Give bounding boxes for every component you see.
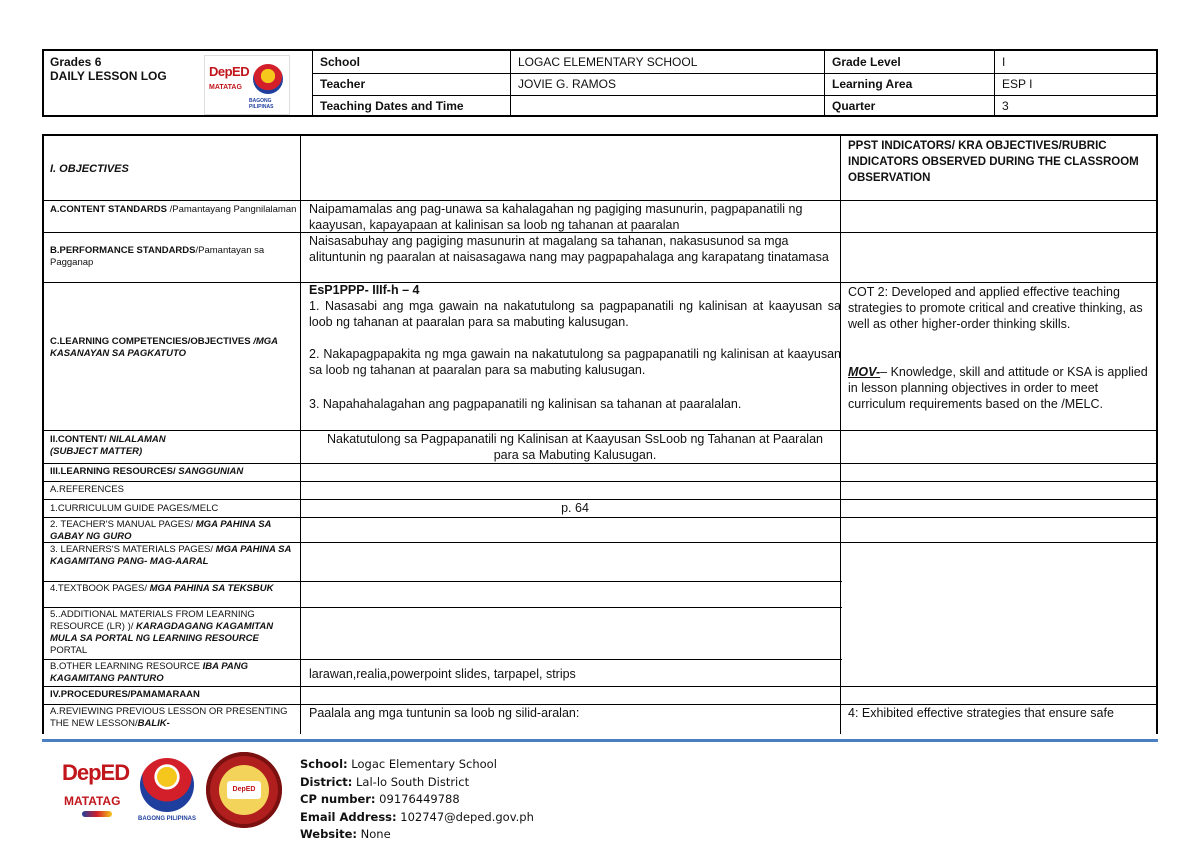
quarter-value: 3: [1002, 99, 1009, 113]
seal-inner-icon: [219, 765, 269, 815]
competency-1: 1. Nasasabi ang mga gawain na nakatutulong sa pagpapanatili ng kalinisan at kaayusan sa loob ng tahanan at paaralan para sa mabuting kalusugan.: [309, 299, 841, 329]
learning-area-label: Learning Area: [832, 77, 913, 91]
quarter-label: Quarter: [832, 99, 876, 113]
school-value: LOGAC ELEMENTARY SCHOOL: [518, 55, 698, 69]
deped-wordmark: DepED: [62, 760, 130, 785]
header-logo-block: [204, 55, 290, 115]
matatag-stripe-icon: [82, 811, 112, 817]
teacher-value: JOVIE G. RAMOS: [518, 77, 617, 91]
mov-note: MOV-– Knowledge, skill and attitude or KSA is applied in lesson planning objectives in order to meet curriculum requirements based on the /MELC.: [848, 365, 1148, 411]
row-divider: [44, 581, 842, 582]
ppst-heading: PPST INDICATORS/ KRA OBJECTIVES/RUBRIC INDICATORS OBSERVED DURING THE CLASSROOM OBSERVATION: [848, 140, 1139, 184]
resources-label: III.LEARNING RESOURCES/ SANGGUNIAN: [50, 466, 244, 477]
references-label: A.REFERENCES: [50, 484, 124, 495]
additional-materials-label: 5..ADDITIONAL MATERIALS FROM LEARNING RESOURCE (LR) )/ KARAGDAGANG KAGAMITAN MULA SA PORTAL NG LEARNING RESOURCE PORTAL: [50, 609, 274, 656]
other-resource-label: B.OTHER LEARNING RESOURCE IBA PANG KAGAMITANG PANTURO: [50, 661, 248, 684]
hdr-divider: [994, 51, 995, 117]
competency-2: 2. Nakapagpapakita ng mga gawain na nakatutulong sa pagpapanatili ng kalinisan at kaayusan sa loob ng tahanan at paaralan para sa mabuting kalusugan.: [309, 347, 841, 377]
footer-deped-logo: [62, 756, 132, 826]
hdr-divider: [312, 51, 313, 117]
header-table: [42, 49, 1158, 117]
hdr-row-divider: [312, 95, 1158, 96]
row-divider: [44, 686, 1158, 687]
footer-school: School: Logac Elementary School: [300, 757, 497, 771]
content-text: Nakatutulong sa Pagpapanatili ng Kalinisan at Kaayusan SsLoob ng Tahanan at Paaralan para sa Mabuting Kalusugan.: [327, 432, 823, 462]
bagong-pilipinas-emblem-icon: [253, 64, 283, 94]
objectives-heading: I. OBJECTIVES: [50, 163, 129, 175]
curriculum-label: 1.CURRICULUM GUIDE PAGES/MELC: [50, 503, 219, 514]
col-divider: [300, 136, 301, 734]
learner-materials-label: 3. LEARNERS'S MATERIALS PAGES/ MGA PAHINA SA KAGAMITANG PANG- MAG-AARAL: [50, 544, 291, 567]
row-divider: [44, 607, 842, 608]
curriculum-value: p. 64: [561, 501, 589, 515]
cot-indicator: COT 2: Developed and applied effective teaching strategies to promote critical and creative thinking, as well as other higher-order thinking skills.: [848, 285, 1143, 331]
hdr-row-divider: [312, 73, 1158, 74]
row-divider: [44, 481, 1158, 482]
performance-standards-label: B.PERFORMANCE STANDARDS/Pamantayan sa Pagganap: [50, 245, 265, 268]
content-standards-label: A.CONTENT STANDARDS /Pamantayang Pangnilalaman: [50, 204, 297, 215]
header-title-block: [50, 55, 167, 83]
lesson-log-table: [42, 134, 1158, 734]
content-standards-text: Naipamamalas ang pag-unawa sa kahalagahan ng pagiging masunurin, pagpapanatili ng kaayusan, kapayapaan at kalinisan sa loob ng tahanan at paaralan: [309, 202, 803, 232]
row-divider: [44, 659, 842, 660]
footer-bagong-logo: [136, 758, 198, 828]
hdr-divider: [510, 51, 511, 117]
grade-title: Grades 6: [50, 55, 102, 69]
footer-website: Website: None: [300, 827, 391, 841]
teacher-manual-label: 2. TEACHER'S MANUAL PAGES/ MGA PAHINA SA GABAY NG GURO: [50, 519, 272, 542]
row-divider: [44, 517, 1158, 518]
matatag-wordmark: MATATAG: [64, 794, 121, 808]
reviewing-indicator: 4: Exhibited effective strategies that ensure safe: [848, 706, 1114, 720]
grade-level-value: I: [1002, 55, 1006, 69]
reviewing-text: Paalala ang mga tuntunin sa loob ng silid-aralan:: [309, 706, 580, 720]
competencies-label: C.LEARNING COMPETENCIES/OBJECTIVES /MGA KASANAYAN SA PAGKATUTO: [50, 336, 278, 359]
teacher-label: Teacher: [320, 77, 366, 91]
textbook-label: 4.TEXTBOOK PAGES/ MGA PAHINA SA TEKSBUK: [50, 583, 274, 594]
bagong-pilipinas-text: BAGONG PILIPINAS: [137, 816, 196, 822]
grade-level-label: Grade Level: [832, 55, 901, 69]
school-label: School: [320, 55, 361, 69]
competency-3: 3. Napahahalagahan ang pagpapanatili ng kalinisan sa tahanan at paaralalan.: [309, 397, 742, 411]
footer-email: Email Address: 102747@deped.gov.ph: [300, 809, 534, 824]
hdr-divider: [824, 51, 825, 117]
footer-cp-number: CP number: 09176449788: [300, 792, 460, 806]
reviewing-label: A.REVIEWING PREVIOUS LESSON OR PRESENTING THE NEW LESSON/BALIK-: [50, 706, 288, 729]
header-deped-logo: DepED: [209, 64, 250, 79]
footer-district: District: Lal-lo South District: [300, 774, 470, 789]
school-contact-block: [300, 756, 534, 844]
performance-standards-text: Naisasabuhay ang pagiging masunurin at magalang sa tahanan, nakasusunod sa mga alituntunin ng paaralan at naisasagawa nang may pagpapahalaga ang karapatang tinatamasa: [309, 234, 829, 264]
header-matatag-text: MATATAG: [209, 84, 242, 91]
footer-rule: [42, 739, 1158, 742]
seal-deped-mark: DepED: [227, 781, 261, 799]
log-title: DAILY LESSON LOG: [50, 69, 167, 83]
learning-area-value: ESP I: [1002, 77, 1033, 91]
row-divider: [44, 463, 1158, 464]
dates-label: Teaching Dates and Time: [320, 99, 464, 113]
content-label: II.CONTENT/ NILALAMAN (SUBJECT MATTER): [50, 434, 166, 457]
competency-code: EsP1PPP- IIIf-h – 4: [309, 283, 420, 297]
other-resource-text: larawan,realia,powerpoint slides, tarpapel, strips: [309, 667, 576, 681]
procedures-label: IV.PROCEDURES/PAMAMARAAN: [50, 689, 200, 700]
header-bagong-text: BAGONG PILIPINAS: [249, 98, 274, 110]
school-seal-icon: [206, 752, 282, 828]
bagong-pilipinas-emblem-icon: [140, 758, 194, 812]
